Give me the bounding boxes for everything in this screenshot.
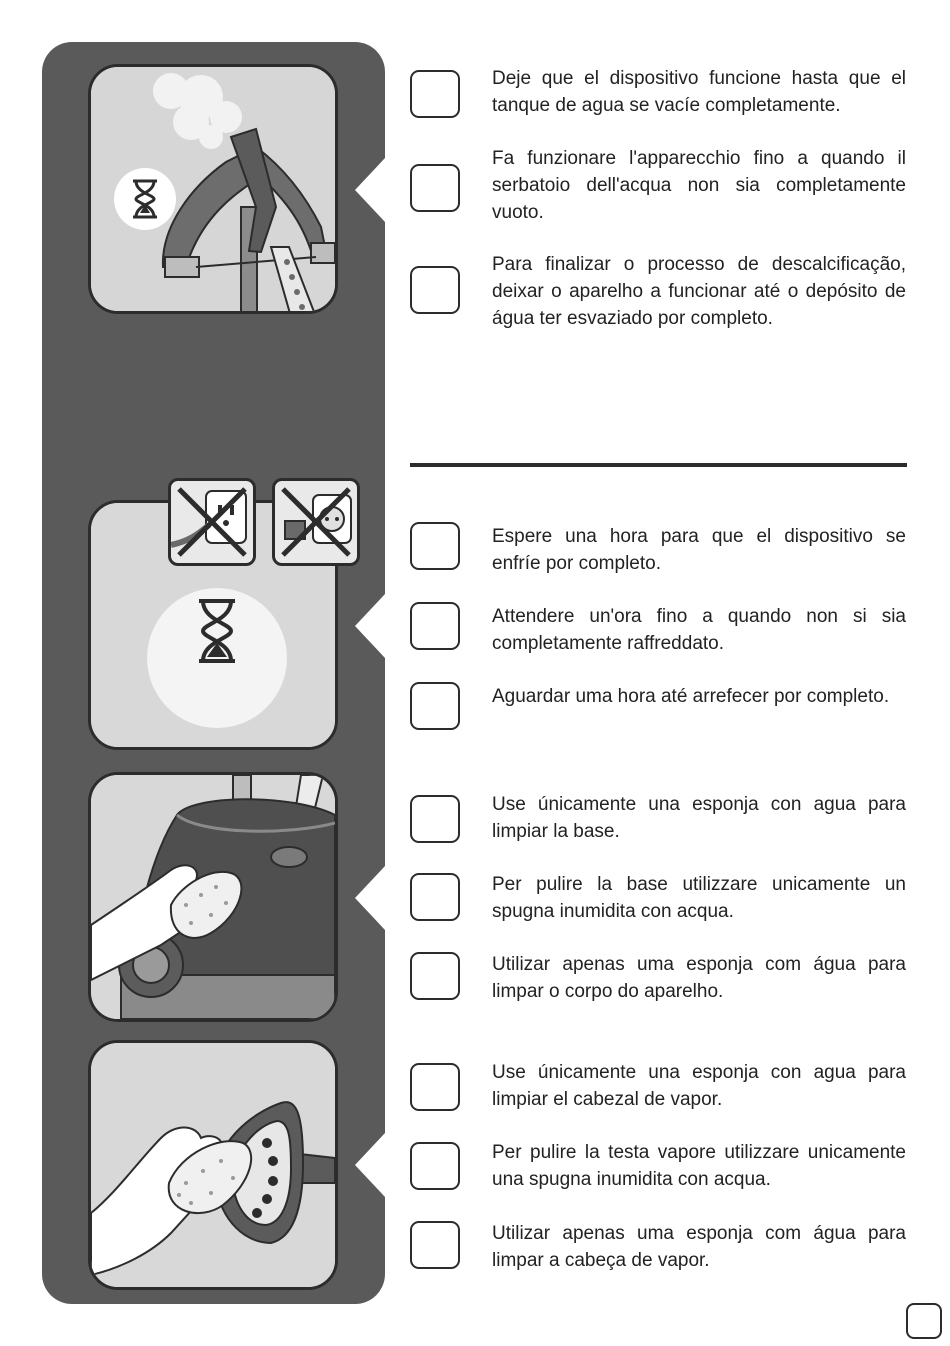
step4-pt-text: Utilizar apenas uma esponja com água para limpar a cabeça de vapor.	[492, 1223, 906, 1271]
sidebar-pointer	[355, 158, 385, 222]
step2-pt-text: Aguardar uma hora até arrefecer por completo.	[492, 686, 890, 707]
step3-pt-checkbox[interactable]	[410, 952, 460, 1000]
step2-es-checkbox[interactable]	[410, 522, 460, 570]
step4-es-text: Use únicamente una esponja con agua para limpiar el cabezal de vapor.	[492, 1062, 906, 1110]
step2-es-text: Espere una hora para que el dispositivo se enfríe por completo.	[492, 526, 906, 574]
step3-es-checkbox[interactable]	[410, 795, 460, 843]
no-unplug-icon	[168, 478, 256, 566]
sidebar-pointer	[355, 594, 385, 658]
page-number-box	[906, 1303, 942, 1339]
clean-base-illustration	[88, 772, 338, 1022]
step4-it-text: Per pulire la testa vapore utilizzare unicamente una spugna inumidita con acqua.	[492, 1142, 906, 1190]
step4-it-checkbox[interactable]	[410, 1142, 460, 1190]
step3-es-text: Use únicamente una esponja con agua para limpiar la base.	[492, 794, 906, 842]
steamer-running-illustration	[88, 64, 338, 314]
step1-pt-checkbox[interactable]	[410, 266, 460, 314]
no-socket-icon	[272, 478, 360, 566]
step1-it-text: Fa funzionare l'apparecchio fino a quando il serbatoio dell'acqua non sia completamente vuoto.	[492, 148, 906, 223]
sidebar-pointer	[355, 866, 385, 930]
hourglass-icon	[195, 598, 239, 664]
step3-it-text: Per pulire la base utilizzare unicamente un spugna inumidita con acqua.	[492, 874, 906, 922]
hourglass-icon	[113, 167, 177, 231]
step4-es-checkbox[interactable]	[410, 1063, 460, 1111]
clean-steam-head-illustration	[88, 1040, 338, 1290]
step1-es-checkbox[interactable]	[410, 70, 460, 118]
step1-es-text: Deje que el dispositivo funcione hasta que el tanque de agua se vacíe completamente.	[492, 68, 906, 116]
step2-it-checkbox[interactable]	[410, 602, 460, 650]
step1-it-checkbox[interactable]	[410, 164, 460, 212]
step2-it-text: Attendere un'ora fino a quando non si sia completamente raffreddato.	[492, 606, 906, 654]
section-divider	[410, 463, 907, 467]
step4-pt-checkbox[interactable]	[410, 1221, 460, 1269]
step3-pt-text: Utilizar apenas uma esponja com água para limpar o corpo do aparelho.	[492, 954, 906, 1002]
step2-pt-checkbox[interactable]	[410, 682, 460, 730]
step1-pt-text: Para finalizar o processo de descalcificação, deixar o aparelho a funcionar até o depósito de água ter esvaziado por completo.	[492, 254, 906, 329]
sidebar-pointer	[355, 1133, 385, 1197]
step3-it-checkbox[interactable]	[410, 873, 460, 921]
